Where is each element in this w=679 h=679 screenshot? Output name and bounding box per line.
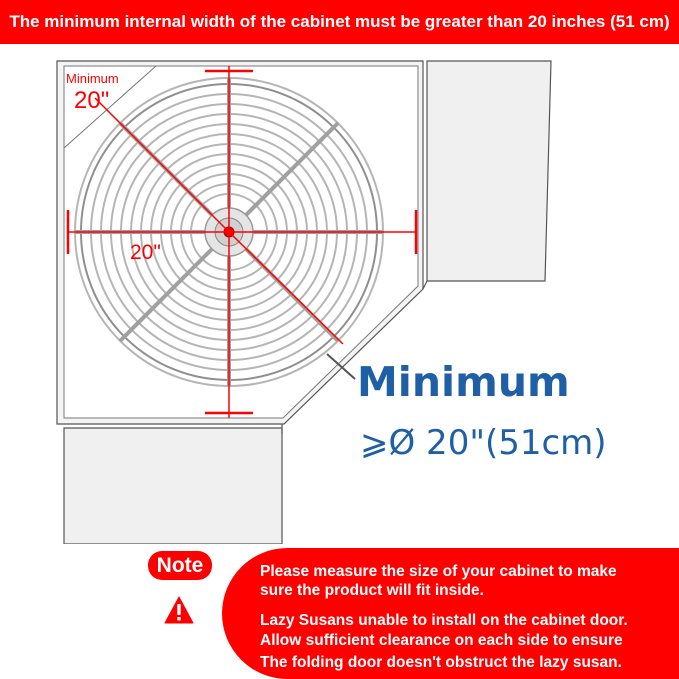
banner-text: The minimum internal width of the cabinet must be greater than 20 inches (51 cm) <box>9 12 670 31</box>
top-banner <box>0 0 679 44</box>
note-panel <box>222 548 679 679</box>
minimum-title: Minimum <box>357 358 570 406</box>
corner-dimension-label: 20" <box>74 87 110 114</box>
note-line: Allow sufficient clearance on each side to ensure <box>260 632 623 649</box>
note-line: The folding door doesn't obstruct the lazy susan. <box>260 654 622 671</box>
minimum-value: ⩾Ø 20"(51cm) <box>360 423 607 463</box>
note-badge <box>148 551 212 580</box>
width-dimension-label: 20" <box>130 241 161 264</box>
cabinet-diagram <box>0 44 679 544</box>
warning-icon <box>164 596 194 624</box>
note-badge-label: Note <box>156 553 204 577</box>
side-panel-right <box>427 61 551 281</box>
note-line: sure the product will fit inside. <box>260 582 484 599</box>
note-line: Please measure the size of your cabinet to make <box>260 563 617 580</box>
corner-minimum-label: Minimum <box>66 71 119 86</box>
cabinet-diagram-svg <box>0 44 679 544</box>
note-line: Lazy Susans unable to install on the cabinet door. <box>260 612 628 629</box>
side-panel-bottom <box>64 428 282 544</box>
